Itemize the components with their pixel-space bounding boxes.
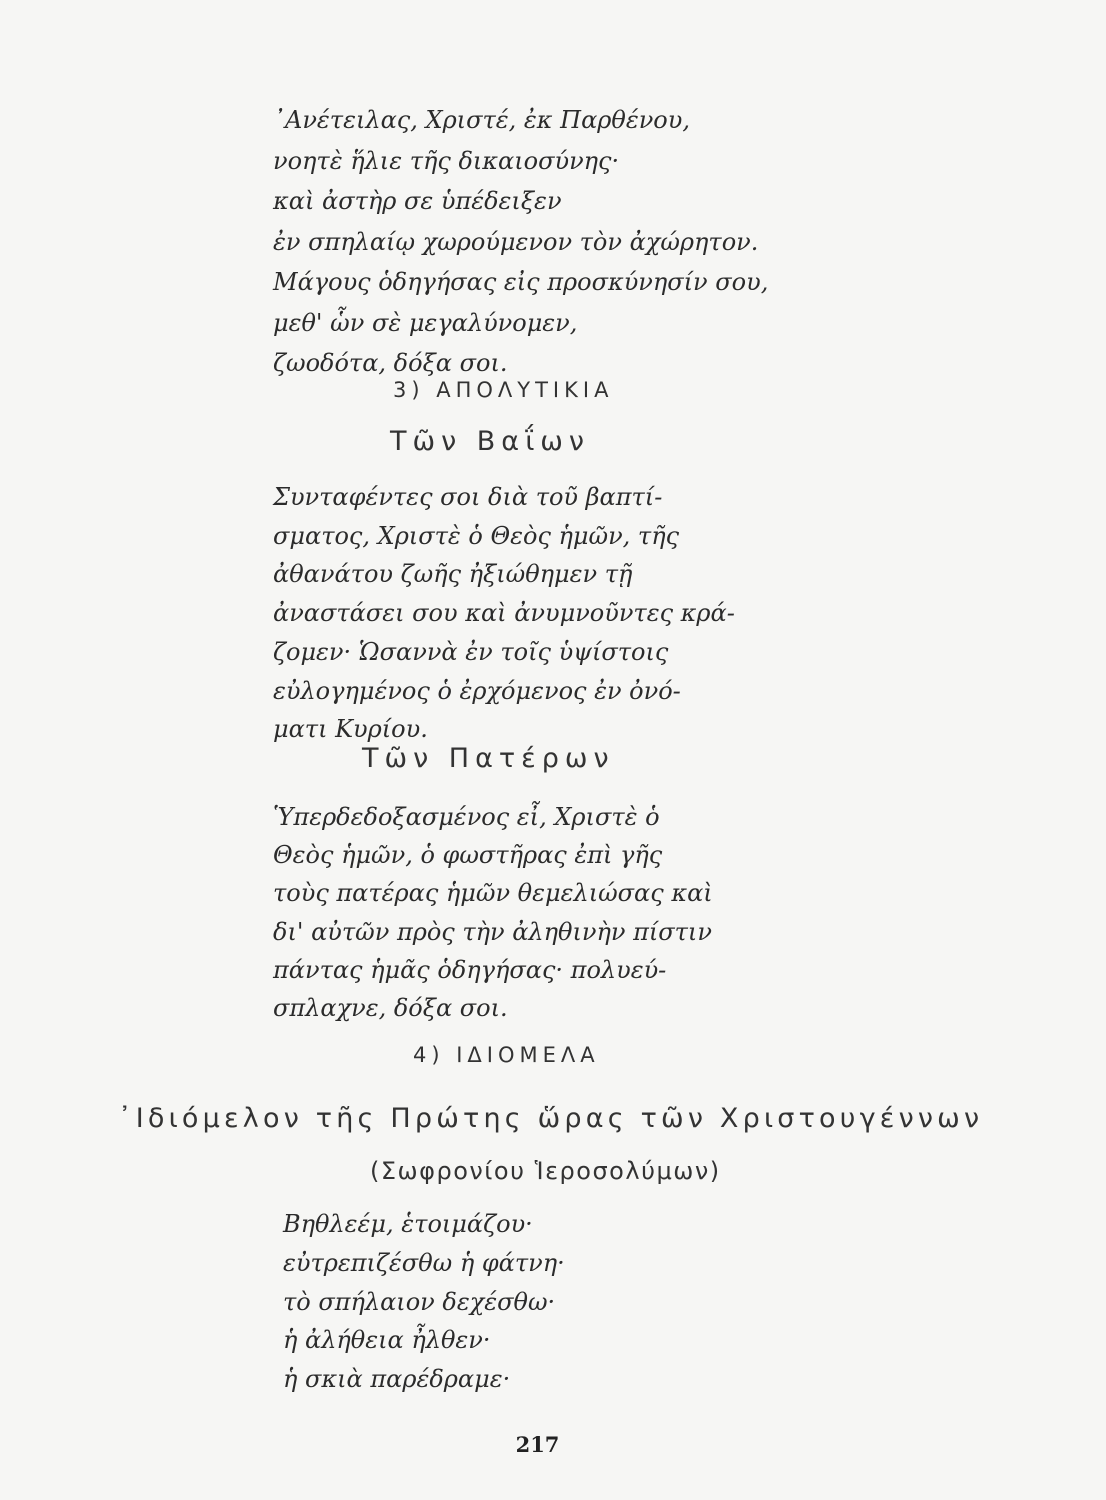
stanza-line: ζωοδότα, δόξα σοι. [273, 349, 508, 377]
stanza-line: εὐτρεπιζέσθω ἡ φάτνη· [283, 1248, 565, 1277]
stanza-line: ἀναστάσει σου καὶ ἀνυμνοῦντες κρά- [273, 599, 735, 628]
stanza-line: Ὑπερδεδοξασμένος εἶ, Χριστὲ ὁ [273, 803, 660, 831]
stanza-line: ἡ ἀλήθεια ἦλθεν· [283, 1326, 491, 1355]
stanza-3 [273, 798, 713, 1027]
stanza-line: ἡ σκιὰ παρέδραμε· [283, 1365, 511, 1394]
stanza-line: ματι Κυρίου. [273, 715, 428, 744]
stanza-line: Θεὸς ἡμῶν, ὁ φωστῆρας ἐπὶ γῆς [273, 841, 663, 870]
subheading-pateron: Τῶν Πατέρων [362, 743, 615, 774]
stanza-line: Βηθλεέμ, ἑτοιμάζου· [283, 1210, 533, 1238]
stanza-line: Συνταφέντες σοι διὰ τοῦ βαπτί- [273, 483, 663, 511]
stanza-line: ζομεν· Ὡσαννὰ ἐν τοῖς ὑψίστοις [273, 637, 669, 666]
stanza-line: νοητὲ ἥλιε τῆς δικαιοσύνης· [273, 146, 620, 175]
page-number: 217 [515, 1432, 560, 1457]
attribution-sofroniou: (Σωφρονίου Ἱεροσολύμων) [370, 1157, 721, 1185]
stanza-line: ἐν σπηλαίῳ χωρούμενον τὸν ἀχώρητον. [273, 227, 759, 256]
stanza-line: τὸ σπήλαιον δεχέσθω· [283, 1287, 556, 1316]
stanza-line: πάντας ἡμᾶς ὁδηγήσας· πολυεύ- [273, 955, 667, 984]
stanza-line: εὐλογημένος ὁ ἐρχόμενος ἐν ὀνό- [273, 676, 681, 705]
stanza-line: Μάγους ὁδηγήσας εἰς προσκύνησίν σου, [273, 268, 769, 296]
stanza-4 [283, 1205, 565, 1399]
section-heading-apolytikia: 3) ΑΠΟΛΥΤΙΚΙΑ [393, 378, 614, 402]
stanza-line: δι' αὐτῶν πρὸς τὴν ἀληθινὴν πίστιν [273, 917, 712, 946]
stanza-2 [273, 478, 735, 749]
section-heading-idiomela: 4) ΙΔΙΟΜΕΛΑ [413, 1043, 600, 1067]
stanza-1 [273, 100, 768, 384]
stanza-line: τοὺς πατέρας ἡμῶν θεμελιώσας καὶ [273, 879, 713, 908]
subheading-vaion: Τῶν Βαΐων [390, 426, 590, 457]
stanza-line: ᾿Ανέτειλας, Χριστέ, ἐκ Παρθένου, [273, 106, 690, 134]
stanza-line: καὶ ἀστὴρ σε ὑπέδειξεν [273, 187, 562, 215]
stanza-line: σπλαχνε, δόξα σοι. [273, 994, 508, 1023]
stanza-line: μεθ' ὧν σὲ μεγαλύνομεν, [273, 308, 578, 337]
subheading-idiomelon: ᾿Ιδιόμελον τῆς Πρώτης ὥρας τῶν Χριστουγέννων [118, 1103, 984, 1134]
stanza-line: σματος, Χριστὲ ὁ Θεὸς ἡμῶν, τῆς [273, 521, 680, 550]
stanza-line: ἀθανάτου ζωῆς ἠξιώθημεν τῇ [273, 560, 633, 589]
